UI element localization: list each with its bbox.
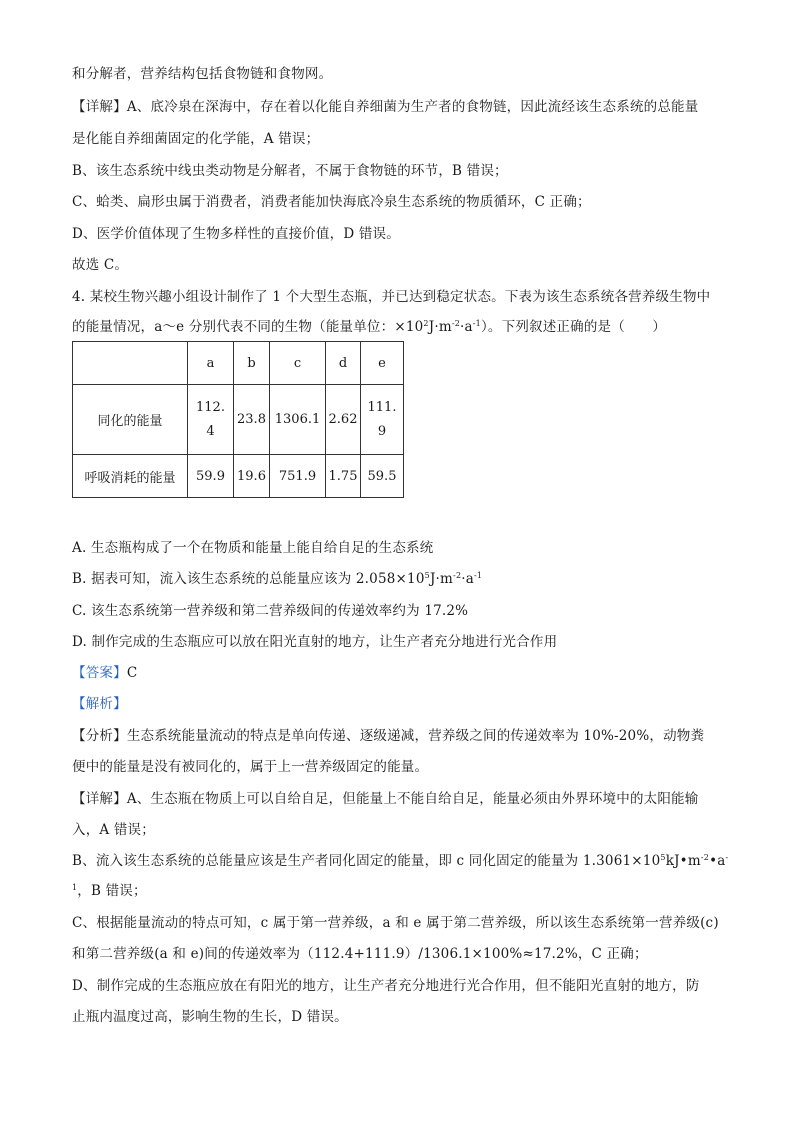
text-line: 是化能自养细菌固定的化学能，A 错误；	[72, 131, 320, 147]
table-row	[73, 455, 404, 498]
table-header-cell: b	[234, 342, 270, 385]
table-cell: 2.62	[326, 385, 361, 455]
table-cell: 23.8	[234, 385, 270, 455]
detail-text: 止瓶内温度过高，影响生物的生长，D 错误。	[72, 1009, 348, 1025]
option-d: D. 制作完成的生态瓶应可以放在阳光直射的地方，让生产者充分地进行光合作用	[72, 634, 558, 650]
detail-text: C、根据能量流动的特点可知，c 属于第一营养级，a 和 e 属于第二营养级，所以该生态系统第一营养级(c)	[72, 915, 719, 931]
table-header-cell: a	[188, 342, 234, 385]
analysis-heading: 【解析】	[72, 696, 127, 712]
table-cell: 112. 4	[188, 385, 234, 455]
table-cell: 59.9	[188, 455, 234, 498]
analysis-text: 便中的能量是没有被同化的，属于上一营养级固定的能量。	[72, 759, 429, 775]
text-line: 故选 C。	[72, 257, 129, 273]
option-c: C. 该生态系统第一营养级和第二营养级间的传递效率约为 17.2%	[72, 603, 469, 619]
table-cell: 751.9	[270, 455, 326, 498]
answer-tag: 【答案】	[72, 665, 127, 681]
option-b: B. 据表可知，流入该生态系统的总能量应该为 $2.058\times 10^5J\cdot m^{-2}\cdot a^{-1}$	[72, 571, 483, 587]
detail-text: 和第二营养级(a 和 e)间的传递效率为（112.4+111.9）/1306.1×100%≈17.2%，C 正确；	[72, 946, 648, 962]
table-header-cell: d	[326, 342, 361, 385]
option-a: A. 生态瓶构成了一个在物质和能量上能自给自足的生态系统	[72, 540, 434, 556]
detail-text: $^1$，B 错误；	[72, 883, 147, 899]
text-line: B、该生态系统中线虫类动物是分解者，不属于食物链的环节，B 错误；	[72, 163, 508, 179]
energy-table	[72, 341, 404, 498]
detail-text: 【详解】A、生态瓶在物质上可以自给自足，但能量上不能自给自足，能量必须由外界环境中的太阳能输	[72, 791, 699, 807]
detail-text: D、制作完成的生态瓶应放在有阳光的地方，让生产者充分地进行光合作用，但不能阳光直射的地方，防	[72, 978, 700, 994]
text-line: 【详解】A、底冷泉在深海中，存在着以化能自养细菌为生产者的食物链，因此流经该生态系统的总能量	[72, 99, 699, 115]
table-cell: 111. 9	[361, 385, 404, 455]
table-header-cell: c	[270, 342, 326, 385]
table-cell: 59.5	[361, 455, 404, 498]
answer-line: 【答案】C	[72, 665, 138, 681]
text-line: D、医学价值体现了生物多样性的直接价值，D 错误。	[72, 226, 400, 242]
row-label: 呼吸消耗的能量	[73, 455, 188, 498]
table-header-row	[73, 342, 404, 385]
table-row	[73, 385, 404, 455]
table-cell: 1.75	[326, 455, 361, 498]
question-4-stem: 4. 某校生物兴趣小组设计制作了 1 个大型生态瓶，并已达到稳定状态。下表为该生态系统各营养级生物中	[72, 289, 711, 305]
analysis-text: 【分析】生态系统能量流动的特点是单向传递、逐级递减，营养级之间的传递效率为 10%-20%，动物粪	[72, 728, 705, 744]
table-cell	[73, 342, 188, 385]
row-label: 同化的能量	[73, 385, 188, 455]
table-header-cell: e	[361, 342, 404, 385]
question-4-stem: 的能量情况，a～e 分别代表不同的生物（能量单位：$\times 10^2J\cdot m^{-2}\cdot a^{-1}$）。下列叙述正确的是（ ）	[72, 319, 667, 335]
text-line: C、蛤类、扁形虫属于消费者，消费者能加快海底冷泉生态系统的物质循环，C 正确；	[72, 194, 591, 210]
detail-text: 入，A 错误；	[72, 822, 155, 838]
table-cell: 19.6	[234, 455, 270, 498]
detail-text: B、流入该生态系统的总能量应该是生产者同化固定的能量，即 c 同化固定的能量为 $1.3061\times 10^5kJ•m^{-2}•a^-$	[72, 853, 729, 869]
table-cell: 1306.1	[270, 385, 326, 455]
text-line: 和分解者，营养结构包括食物链和食物网。	[72, 66, 333, 82]
